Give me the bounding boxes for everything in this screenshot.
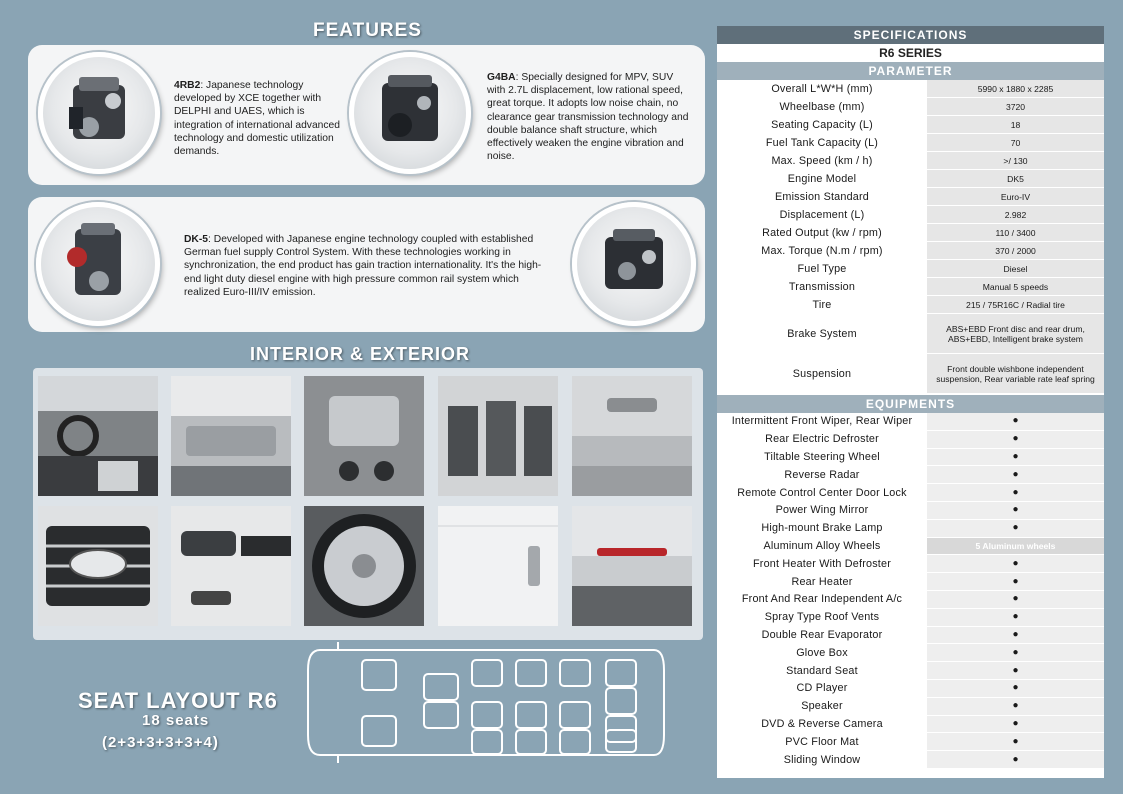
equipment-label: Remote Control Center Door Lock [717, 484, 927, 501]
included-dot-icon: ● [1012, 468, 1019, 480]
equipment-dot [927, 573, 1104, 590]
parameter-row [717, 242, 1104, 260]
equipment-label: Front And Rear Independent A/c [717, 591, 927, 608]
engine-4rb2-desc: : Japanese technology developed by XCE together with DELPHI and UAES, which is integration of international advanced technology and domestic utilization demands. [174, 80, 341, 158]
equipment-dot [927, 662, 1104, 679]
equipment-row [717, 609, 1104, 627]
equipment-label: Speaker [717, 698, 927, 715]
equipment-value: 5 Aluminum wheels [927, 538, 1104, 555]
photo-headlight [171, 506, 291, 626]
equipment-label: PVC Floor Mat [717, 733, 927, 750]
equipment-dot [927, 609, 1104, 626]
parameter-row [717, 260, 1104, 278]
parameter-value: 110 / 3400 [927, 224, 1104, 241]
parameter-label: Displacement (L) [717, 206, 927, 223]
series-title: R6 SERIES [717, 44, 1104, 62]
equipment-dot [927, 680, 1104, 697]
equipment-label: DVD & Reverse Camera [717, 716, 927, 733]
parameter-label: Engine Model [717, 170, 927, 187]
included-dot-icon: ● [1012, 486, 1019, 498]
equipment-dot [927, 555, 1104, 572]
parameter-row [717, 134, 1104, 152]
parameter-row [717, 314, 1104, 354]
equipment-row [717, 680, 1104, 698]
photo-grille [38, 506, 158, 626]
equipment-row [717, 520, 1104, 538]
parameter-value: ABS+EBD Front disc and rear drum, ABS+EBD, Intelligent brake system [927, 314, 1104, 353]
included-dot-icon: ● [1012, 504, 1019, 516]
parameter-row [717, 278, 1104, 296]
equipment-label: Aluminum Alloy Wheels [717, 538, 927, 555]
parameter-row [717, 296, 1104, 314]
specifications-table [717, 26, 1104, 778]
equipment-row [717, 644, 1104, 662]
parameter-value: 370 / 2000 [927, 242, 1104, 259]
included-dot-icon: ● [1012, 593, 1019, 605]
equipment-header: EQUIPMENTS [717, 395, 1104, 413]
seat-layout-config: (2+3+3+3+3+4) [102, 734, 219, 751]
photo-glovebox [171, 376, 291, 496]
equipment-dot [927, 644, 1104, 661]
equipment-row [717, 627, 1104, 645]
engine-g4ba-name: G4BA [487, 72, 516, 83]
photo-roof-light [572, 376, 692, 496]
engine-g4ba-image [349, 52, 471, 174]
equipment-dot [927, 698, 1104, 715]
equipment-row [717, 484, 1104, 502]
parameter-row [717, 206, 1104, 224]
included-dot-icon: ● [1012, 735, 1019, 747]
equipment-row [717, 555, 1104, 573]
engine-dk5-image [36, 202, 160, 326]
equipment-label: Intermittent Front Wiper, Rear Wiper [717, 413, 927, 430]
photo-gallery [33, 368, 703, 640]
included-dot-icon: ● [1012, 646, 1019, 658]
equipment-dot [927, 502, 1104, 519]
equipment-dot [927, 627, 1104, 644]
parameter-row [717, 224, 1104, 242]
parameter-row [717, 354, 1104, 394]
photo-brake-lamp [572, 506, 692, 626]
equipment-dot [927, 733, 1104, 750]
parameter-header: PARAMETER [717, 62, 1104, 80]
equipment-label: Sliding Window [717, 751, 927, 768]
parameter-label: Max. Torque (N.m / rpm) [717, 242, 927, 259]
seat-layout-diagram [302, 640, 672, 765]
engine-4rb2-text [174, 79, 342, 158]
parameter-label: Suspension [717, 354, 927, 393]
equipment-dot [927, 520, 1104, 537]
equipment-list [717, 413, 1104, 769]
included-dot-icon: ● [1012, 557, 1019, 569]
engine-dk5-side-image [572, 202, 696, 326]
photo-alloy-wheel [304, 506, 424, 626]
engine-dk5-desc: : Developed with Japanese engine technology coupled with established German fuel supply Control System. With these technologies working in synchronization, the end product has gain traction internationality. It's the high-end light duty diesel engine with high pressure common rail system which realized Euro-III/IV emission. [184, 234, 542, 298]
engine-dk5-name: DK-5 [184, 234, 209, 245]
equipment-label: Reverse Radar [717, 466, 927, 483]
parameter-value: >/ 130 [927, 152, 1104, 169]
parameter-value: 18 [927, 116, 1104, 133]
parameter-row [717, 170, 1104, 188]
equipment-dot [927, 449, 1104, 466]
engine-4rb2-image [38, 52, 160, 174]
engine-dk5-text [184, 233, 556, 299]
equipment-dot [927, 591, 1104, 608]
parameter-label: Rated Output (kw / rpm) [717, 224, 927, 241]
parameter-label: Emission Standard [717, 188, 927, 205]
equipment-label: Glove Box [717, 644, 927, 661]
equipment-row [717, 591, 1104, 609]
included-dot-icon: ● [1012, 664, 1019, 676]
parameter-label: Wheelbase (mm) [717, 98, 927, 115]
included-dot-icon: ● [1012, 575, 1019, 587]
parameter-label: Brake System [717, 314, 927, 353]
included-dot-icon: ● [1012, 415, 1019, 427]
included-dot-icon: ● [1012, 433, 1019, 445]
included-dot-icon: ● [1012, 450, 1019, 462]
photo-console [304, 376, 424, 496]
parameter-label: Fuel Type [717, 260, 927, 277]
included-dot-icon: ● [1012, 717, 1019, 729]
equipment-row [717, 733, 1104, 751]
equipment-label: CD Player [717, 680, 927, 697]
photo-door-handle [438, 506, 558, 626]
equipment-row [717, 698, 1104, 716]
included-dot-icon: ● [1012, 682, 1019, 694]
equipment-label: Front Heater With Defroster [717, 555, 927, 572]
equipment-row [717, 466, 1104, 484]
equipment-row [717, 662, 1104, 680]
equipment-dot [927, 413, 1104, 430]
equipment-label: Spray Type Roof Vents [717, 609, 927, 626]
included-dot-icon: ● [1012, 522, 1019, 534]
parameter-value: 2.982 [927, 206, 1104, 223]
equipment-label: Tiltable Steering Wheel [717, 449, 927, 466]
equipment-dot [927, 466, 1104, 483]
parameter-label: Overall L*W*H (mm) [717, 80, 927, 97]
parameter-label: Transmission [717, 278, 927, 295]
parameter-row [717, 152, 1104, 170]
specifications-title: SPECIFICATIONS [717, 26, 1104, 44]
equipment-label: High-mount Brake Lamp [717, 520, 927, 537]
parameter-label: Seating Capacity (L) [717, 116, 927, 133]
included-dot-icon: ● [1012, 611, 1019, 623]
engine-4rb2-name: 4RB2 [174, 80, 201, 91]
seat-layout-title: SEAT LAYOUT R6 [78, 688, 278, 713]
equipment-label: Double Rear Evaporator [717, 627, 927, 644]
equipment-row [717, 538, 1104, 556]
equipment-row [717, 502, 1104, 520]
photo-dashboard [38, 376, 158, 496]
equipment-dot [927, 484, 1104, 501]
seat-layout-seats: 18 seats [142, 712, 210, 729]
parameter-row [717, 98, 1104, 116]
parameter-list [717, 80, 1104, 394]
parameter-value: Diesel [927, 260, 1104, 277]
parameter-row [717, 188, 1104, 206]
equipment-row [717, 431, 1104, 449]
equipment-label: Standard Seat [717, 662, 927, 679]
equipment-label: Rear Electric Defroster [717, 431, 927, 448]
included-dot-icon: ● [1012, 753, 1019, 765]
equipment-label: Power Wing Mirror [717, 502, 927, 519]
parameter-value: 5990 x 1880 x 2285 [927, 80, 1104, 97]
photo-seats [438, 376, 558, 496]
parameter-label: Tire [717, 296, 927, 313]
features-title: FEATURES [313, 20, 422, 41]
parameter-row [717, 80, 1104, 98]
parameter-label: Fuel Tank Capacity (L) [717, 134, 927, 151]
equipment-label: Rear Heater [717, 573, 927, 590]
equipment-row [717, 751, 1104, 769]
equipment-row [717, 716, 1104, 734]
included-dot-icon: ● [1012, 700, 1019, 712]
parameter-value: 215 / 75R16C / Radial tire [927, 296, 1104, 313]
parameter-row [717, 116, 1104, 134]
interior-title: INTERIOR & EXTERIOR [250, 344, 471, 364]
equipment-dot [927, 751, 1104, 768]
equipment-dot [927, 716, 1104, 733]
engine-g4ba-desc: : Specially designed for MPV, SUV with 2.7L displacement, low rational speed, great torque. It adopts low noise chain, no clearance gear transmission technology and double balance shaft structure, which effectively weaken the engine vibration and noise. [487, 72, 689, 163]
parameter-value: DK5 [927, 170, 1104, 187]
equipment-dot [927, 431, 1104, 448]
parameter-value: Manual 5 speeds [927, 278, 1104, 295]
included-dot-icon: ● [1012, 628, 1019, 640]
parameter-value: 3720 [927, 98, 1104, 115]
equipment-row [717, 573, 1104, 591]
engine-g4ba-text [487, 71, 693, 163]
parameter-value: Euro-IV [927, 188, 1104, 205]
equipment-row [717, 449, 1104, 467]
equipment-row [717, 413, 1104, 431]
parameter-value: 70 [927, 134, 1104, 151]
parameter-label: Max. Speed (km / h) [717, 152, 927, 169]
parameter-value: Front double wishbone independent suspension, Rear variable rate leaf spring [927, 354, 1104, 393]
